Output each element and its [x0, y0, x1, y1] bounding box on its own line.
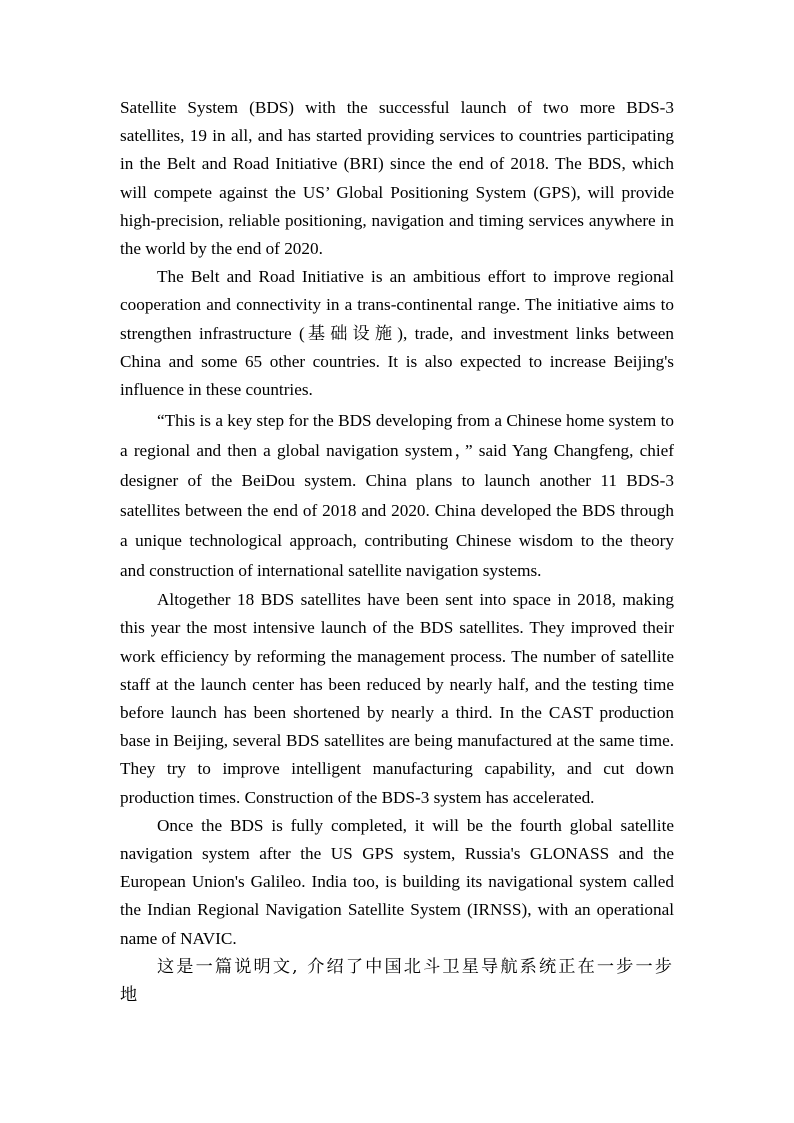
paragraph-chinese-summary: 这是一篇说明文, 介绍了中国北斗卫星导航系统正在一步一步地 [120, 956, 674, 1006]
paragraph-launch-intensity: Altogether 18 BDS satellites have been sent into space in 2018, making this year the most intensive launch of the BDS satellites. They improved their work efficiency by reforming the management process. The number of satellite staff at the launch center has been reduced by nearly half, and the testing time before launch has been shortened by nearly a third. In the CAST production base in Beijing, several BDS satellites are being manufactured at the same time. They try to improve intelligent manufacturing capability, and cut down production times. Construction of the BDS-3 system has accelerated. [120, 590, 674, 807]
paragraph-yang-changfeng-quote: “This is a key step for the BDS developing from a Chinese home system to a regional and then a global navigation system，” said Yang Changfeng, chief designer of the BeiDou system. China plans to launch another 11 BDS-3 satellites between the end of 2018 and 2020. China developed the BDS through a unique technological approach, contributing Chinese wisdom to the theory and construction of international satellite navigation systems. [120, 411, 674, 581]
paragraph-belt-and-road-text-after: ), trade, and investment links between China and some 65 other countries. It is also expected to increase Beijing's influence in these countries. [120, 323, 674, 400]
paragraph-belt-and-road-text-before: The Belt and Road Initiative is an ambitious effort to improve regional cooperation and connectivity in a trans-continental range. The initiative aims to strengthen infrastructure ( [120, 267, 674, 343]
paragraph-global-systems: Once the BDS is fully completed, it will be the fourth global satellite navigation system after the US GPS system, Russia's GLONASS and the European Union's Galileo. India too, is building its navigational system called the Indian Regional Navigation Satellite System (IRNSS), with an operational name of NAVIC. [120, 815, 674, 948]
paragraph-bds-launch: Satellite System (BDS) with the successful launch of two more BDS-3 satellites, 19 in all, and has started providing services to countries participating in the Belt and Road Initiative (BRI) since the end of 2018. The BDS, which will compete against the US’ Global Positioning System (GPS), will provide high-precision, reliable positioning, navigation and timing services anywhere in the world by the end of 2020. [120, 98, 674, 259]
document-page [120, 94, 674, 1009]
chinese-term-infrastructure: 基础设施 [304, 323, 398, 344]
paragraph-belt-and-road [120, 263, 674, 404]
